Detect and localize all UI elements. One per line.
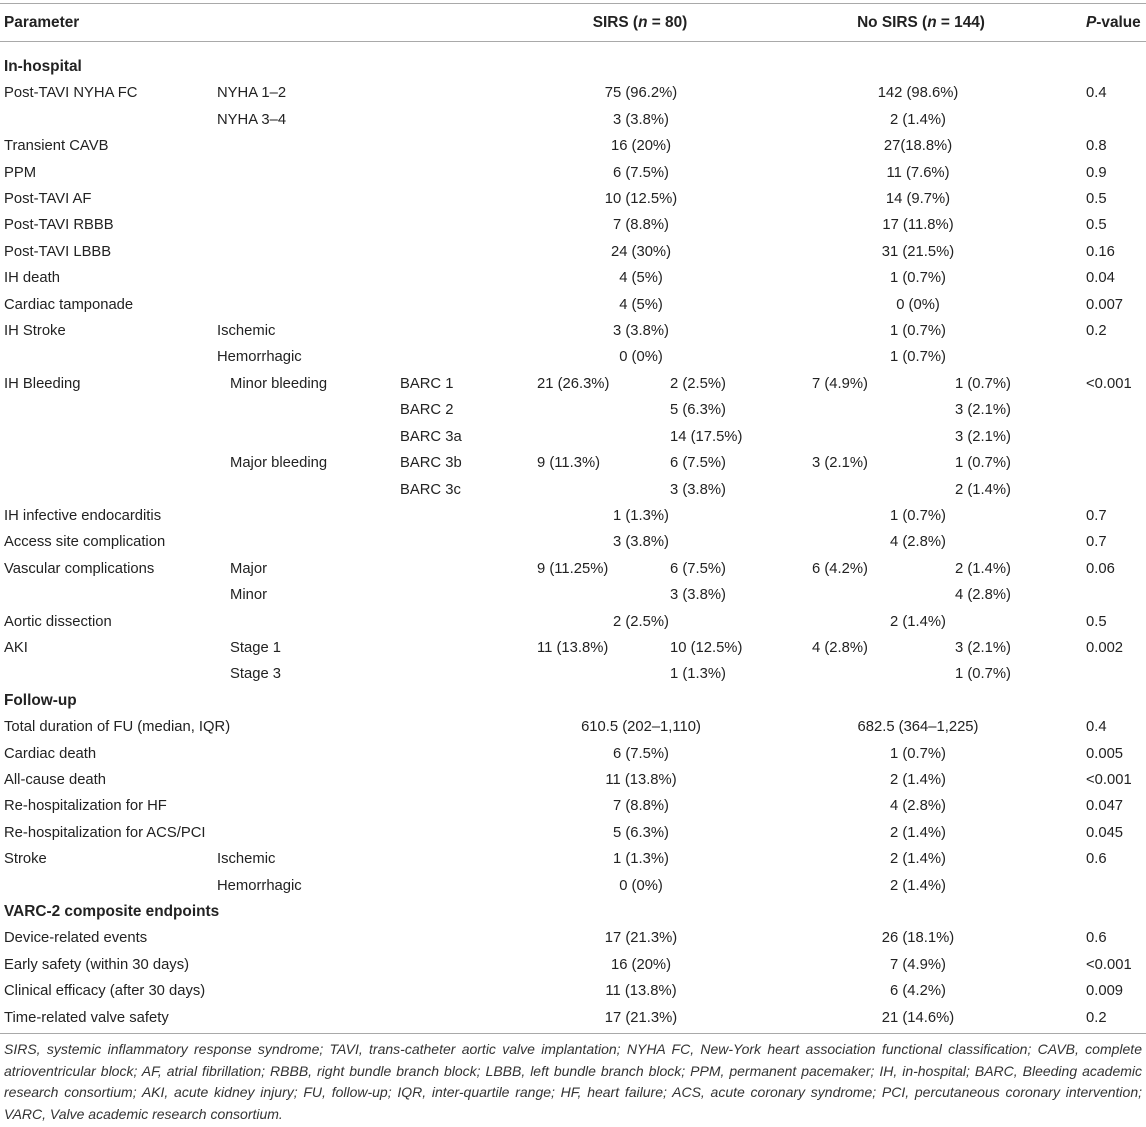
p-value: 0.5	[1086, 191, 1107, 208]
p-value: 0.002	[1086, 639, 1124, 656]
no-sirs-subtype-value: 1 (0.7%)	[955, 455, 1011, 472]
p-value: 0.009	[1086, 983, 1124, 1000]
p-value: 0.7	[1086, 534, 1107, 551]
table-row	[0, 609, 1146, 635]
parameter-name: IH infective endocarditis	[4, 507, 162, 524]
column-header-no-sirs-count: = 144)	[936, 14, 985, 31]
sirs-subtype-value: 14 (17.5%)	[670, 428, 743, 445]
p-value: 0.5	[1086, 217, 1107, 234]
parameter-subgroup: Hemorrhagic	[217, 877, 302, 894]
table-footnote: SIRS, systemic inflammatory response syndrome; TAVI, trans-catheter aortic valve implantation; NYHA FC, New-York heart association functional classification; CAVB, complete atrioventricular block; AF, atrial fibrillation; RBBB, right bundle branch block; LBBB, left bundle branch block; PPM, permanent pacemaker; IH, in-hospital; BARC, Bleeding academic research consortium; AKI, acute kidney injury; FU, follow-up; IQR, inter-quartile range; HF, heart failure; ACS, acute coronary syndrome; PCI, percutaneous coronary intervention; VARC, Valve academic research consortium.	[4, 1041, 1142, 1122]
parameter-name: Total duration of FU (median, IQR)	[4, 719, 231, 736]
no-sirs-subtype-value: 1 (0.7%)	[955, 666, 1011, 683]
p-value: 0.4	[1086, 719, 1107, 736]
no-sirs-total-value: 6 (4.2%)	[812, 560, 868, 577]
no-sirs-value: 21 (14.6%)	[881, 1009, 955, 1026]
sirs-value: 3 (3.8%)	[613, 534, 669, 551]
parameter-subgroup: Minor	[230, 587, 267, 604]
no-sirs-subtype-value: 1 (0.7%)	[955, 375, 1011, 392]
no-sirs-value: 7 (4.9%)	[890, 956, 946, 973]
table-row	[0, 212, 1146, 238]
sirs-value: 3 (3.8%)	[613, 323, 669, 340]
p-value: 0.7	[1086, 507, 1107, 524]
table-row	[0, 397, 1146, 423]
sirs-value: 75 (96.2%)	[604, 85, 678, 102]
parameter-subgroup: Stage 3	[230, 666, 282, 683]
p-value: 0.6	[1086, 851, 1107, 868]
parameter-name: Time-related valve safety	[4, 1009, 169, 1026]
column-header-sirs	[540, 4, 740, 41]
table-row	[0, 344, 1146, 370]
parameter-subgroup: NYHA 3–4	[217, 111, 287, 128]
section-title: Follow-up	[4, 691, 77, 709]
parameter-name: Post-TAVI AF	[4, 191, 92, 208]
parameter-name: Re-hospitalization for HF	[4, 798, 167, 815]
p-value: 0.2	[1086, 323, 1107, 340]
no-sirs-value: 11 (7.6%)	[886, 164, 950, 181]
parameter-name: Transient CAVB	[4, 138, 109, 155]
column-header-parameter: Parameter	[4, 14, 80, 31]
sirs-value: 11 (13.8%)	[605, 771, 677, 788]
parameter-name: Early safety (within 30 days)	[4, 956, 190, 973]
sirs-subtype-value: 2 (2.5%)	[670, 375, 726, 392]
parameter-name: Post-TAVI LBBB	[4, 243, 112, 260]
sirs-value: 3 (3.8%)	[613, 111, 669, 128]
sirs-value: 7 (8.8%)	[613, 217, 669, 234]
parameter-name: AKI	[4, 639, 28, 656]
parameter-subgroup: Ischemic	[217, 851, 276, 868]
sirs-subtype-value: 6 (7.5%)	[670, 560, 726, 577]
sirs-total-value: 21 (26.3%)	[537, 375, 610, 392]
table-row	[0, 661, 1146, 687]
parameter-name: All-cause death	[4, 771, 106, 788]
p-value: 0.005	[1086, 745, 1124, 762]
section-title: In-hospital	[4, 58, 82, 75]
sirs-subtype-value: 5 (6.3%)	[670, 402, 726, 419]
section-heading-row	[0, 688, 1146, 714]
p-value: <0.001	[1086, 956, 1132, 973]
parameter-name: Device-related events	[4, 930, 148, 947]
sirs-value: 17 (21.3%)	[604, 1009, 678, 1026]
table-row	[0, 186, 1146, 212]
p-value: 0.06	[1086, 560, 1115, 577]
no-sirs-value: 682.5 (364–1,225)	[857, 719, 979, 736]
table-row	[0, 529, 1146, 555]
table-row	[0, 556, 1146, 582]
parameter-name: IH Bleeding	[4, 375, 81, 392]
no-sirs-value: 31 (21.5%)	[881, 243, 955, 260]
no-sirs-value: 1 (0.7%)	[890, 507, 946, 524]
sirs-value: 0 (0%)	[619, 349, 663, 366]
sirs-total-value: 11 (13.8%)	[537, 639, 609, 656]
no-sirs-total-value: 7 (4.9%)	[812, 375, 868, 392]
column-header-no-sirs	[821, 4, 1021, 41]
p-value: 0.007	[1086, 296, 1124, 313]
parameter-name: IH Stroke	[4, 323, 66, 340]
sirs-value: 4 (5%)	[619, 270, 663, 287]
table-row	[0, 1005, 1146, 1031]
section-heading-row	[0, 899, 1146, 925]
no-sirs-value: 6 (4.2%)	[890, 983, 946, 1000]
table-row	[0, 239, 1146, 265]
table-row	[0, 80, 1146, 106]
table-row	[0, 582, 1146, 608]
parameter-name: Cardiac death	[4, 745, 97, 762]
table-row	[0, 477, 1146, 503]
no-sirs-value: 0 (0%)	[896, 296, 940, 313]
p-value: 0.16	[1086, 243, 1115, 260]
parameter-subcategory: BARC 2	[400, 402, 454, 419]
sirs-value: 10 (12.5%)	[604, 191, 678, 208]
no-sirs-value: 17 (11.8%)	[882, 217, 954, 234]
table-row	[0, 503, 1146, 529]
column-header-sirs-count: = 80)	[647, 14, 688, 31]
parameter-subgroup: NYHA 1–2	[217, 85, 287, 102]
table-row	[0, 873, 1146, 899]
section-heading-row	[0, 54, 1146, 80]
sirs-value: 6 (7.5%)	[613, 745, 669, 762]
table-row	[0, 292, 1146, 318]
sirs-value: 610.5 (202–1,110)	[581, 719, 701, 736]
parameter-name: Vascular complications	[4, 560, 155, 577]
no-sirs-value: 26 (18.1%)	[881, 930, 955, 947]
no-sirs-subtype-value: 3 (2.1%)	[955, 639, 1011, 656]
table-row	[0, 318, 1146, 344]
table-header	[0, 3, 1146, 42]
table-row	[0, 265, 1146, 291]
parameter-subcategory: BARC 3b	[400, 455, 462, 472]
results-table	[0, 3, 1146, 1034]
column-header-p-letter: P	[1086, 14, 1097, 31]
sirs-value: 0 (0%)	[619, 877, 663, 894]
column-header-sirs-n: n	[638, 14, 648, 31]
p-value: 0.9	[1086, 164, 1107, 181]
table-row	[0, 107, 1146, 133]
table-row	[0, 767, 1146, 793]
parameter-name: Stroke	[4, 851, 47, 868]
parameter-name: Clinical efficacy (after 30 days)	[4, 983, 206, 1000]
table-row	[0, 846, 1146, 872]
sirs-value: 11 (13.8%)	[605, 983, 677, 1000]
parameter-subgroup: Stage 1	[230, 639, 282, 656]
no-sirs-subtype-value: 3 (2.1%)	[955, 402, 1011, 419]
section-title: VARC-2 composite endpoints	[4, 903, 220, 920]
parameter-subgroup: Minor bleeding	[230, 375, 328, 392]
sirs-subtype-value: 1 (1.3%)	[670, 666, 726, 683]
parameter-name: Post-TAVI RBBB	[4, 217, 114, 234]
sirs-subtype-value: 3 (3.8%)	[670, 587, 726, 604]
no-sirs-value: 142 (98.6%)	[877, 85, 959, 102]
no-sirs-value: 2 (1.4%)	[890, 851, 946, 868]
sirs-value: 2 (2.5%)	[613, 613, 669, 630]
no-sirs-subtype-value: 2 (1.4%)	[955, 560, 1011, 577]
sirs-total-value: 9 (11.3%)	[537, 455, 601, 472]
parameter-name: Post-TAVI NYHA FC	[4, 85, 138, 102]
parameter-name: Access site complication	[4, 534, 166, 551]
sirs-subtype-value: 6 (7.5%)	[670, 455, 726, 472]
sirs-value: 17 (21.3%)	[604, 930, 678, 947]
no-sirs-value: 2 (1.4%)	[890, 613, 946, 630]
no-sirs-value: 1 (0.7%)	[890, 745, 946, 762]
parameter-subgroup: Ischemic	[217, 323, 276, 340]
sirs-subtype-value: 10 (12.5%)	[670, 639, 743, 656]
no-sirs-value: 1 (0.7%)	[890, 270, 946, 287]
sirs-value: 16 (20%)	[610, 956, 672, 973]
parameter-name: Cardiac tamponade	[4, 296, 134, 313]
no-sirs-value: 2 (1.4%)	[890, 111, 946, 128]
sirs-subtype-value: 3 (3.8%)	[670, 481, 726, 498]
table-body	[0, 42, 1146, 1034]
p-value: 0.045	[1086, 824, 1124, 841]
parameter-name: PPM	[4, 164, 37, 181]
table-row	[0, 450, 1146, 476]
sirs-value: 4 (5%)	[619, 296, 663, 313]
no-sirs-total-value: 3 (2.1%)	[812, 455, 868, 472]
p-value: 0.2	[1086, 1009, 1107, 1026]
sirs-value: 6 (7.5%)	[613, 164, 669, 181]
column-header-sirs-text: SIRS (	[592, 14, 639, 31]
parameter-subcategory: BARC 1	[400, 375, 454, 392]
column-header-p-suffix: -value	[1096, 14, 1141, 31]
no-sirs-value: 27(18.8%)	[883, 138, 953, 155]
table-row	[0, 820, 1146, 846]
table-row	[0, 793, 1146, 819]
p-value: 0.8	[1086, 138, 1107, 155]
table-row	[0, 133, 1146, 159]
column-header-no-sirs-text: No SIRS (	[857, 14, 928, 31]
parameter-subgroup: Hemorrhagic	[217, 349, 302, 366]
no-sirs-value: 4 (2.8%)	[890, 798, 946, 815]
no-sirs-value: 2 (1.4%)	[890, 824, 946, 841]
sirs-value: 1 (1.3%)	[613, 507, 669, 524]
p-value: 0.04	[1086, 270, 1115, 287]
table-row	[0, 714, 1146, 740]
no-sirs-value: 14 (9.7%)	[885, 191, 951, 208]
p-value: 0.4	[1086, 85, 1107, 102]
sirs-value: 1 (1.3%)	[613, 851, 669, 868]
no-sirs-value: 1 (0.7%)	[890, 349, 946, 366]
no-sirs-subtype-value: 2 (1.4%)	[955, 481, 1011, 498]
parameter-name: Aortic dissection	[4, 613, 112, 630]
sirs-value: 7 (8.8%)	[613, 798, 669, 815]
table-row	[0, 925, 1146, 951]
p-value: <0.001	[1086, 375, 1132, 392]
no-sirs-value: 1 (0.7%)	[890, 323, 946, 340]
table-row	[0, 952, 1146, 978]
table-row	[0, 371, 1146, 397]
table-row	[0, 424, 1146, 450]
sirs-value: 24 (30%)	[610, 243, 672, 260]
table-row	[0, 635, 1146, 661]
no-sirs-value: 2 (1.4%)	[890, 771, 946, 788]
p-value: 0.047	[1086, 798, 1124, 815]
parameter-name: Re-hospitalization for ACS/PCI	[4, 824, 206, 841]
no-sirs-subtype-value: 3 (2.1%)	[955, 428, 1011, 445]
p-value: <0.001	[1086, 771, 1132, 788]
no-sirs-subtype-value: 4 (2.8%)	[955, 587, 1011, 604]
sirs-value: 5 (6.3%)	[613, 824, 669, 841]
parameter-subcategory: BARC 3c	[400, 481, 461, 498]
no-sirs-total-value: 4 (2.8%)	[812, 639, 868, 656]
parameter-subgroup: Major	[230, 560, 267, 577]
table-row	[0, 741, 1146, 767]
parameter-subgroup: Major bleeding	[230, 455, 328, 472]
column-header-p-value	[1086, 4, 1141, 41]
no-sirs-value: 2 (1.4%)	[890, 877, 946, 894]
no-sirs-value: 4 (2.8%)	[890, 534, 946, 551]
p-value: 0.6	[1086, 930, 1107, 947]
sirs-total-value: 9 (11.25%)	[537, 560, 609, 577]
column-header-no-sirs-n: n	[927, 14, 937, 31]
sirs-value: 16 (20%)	[610, 138, 672, 155]
p-value: 0.5	[1086, 613, 1107, 630]
parameter-name: IH death	[4, 270, 60, 287]
table-row	[0, 978, 1146, 1004]
table-row	[0, 160, 1146, 186]
parameter-subcategory: BARC 3a	[400, 428, 462, 445]
